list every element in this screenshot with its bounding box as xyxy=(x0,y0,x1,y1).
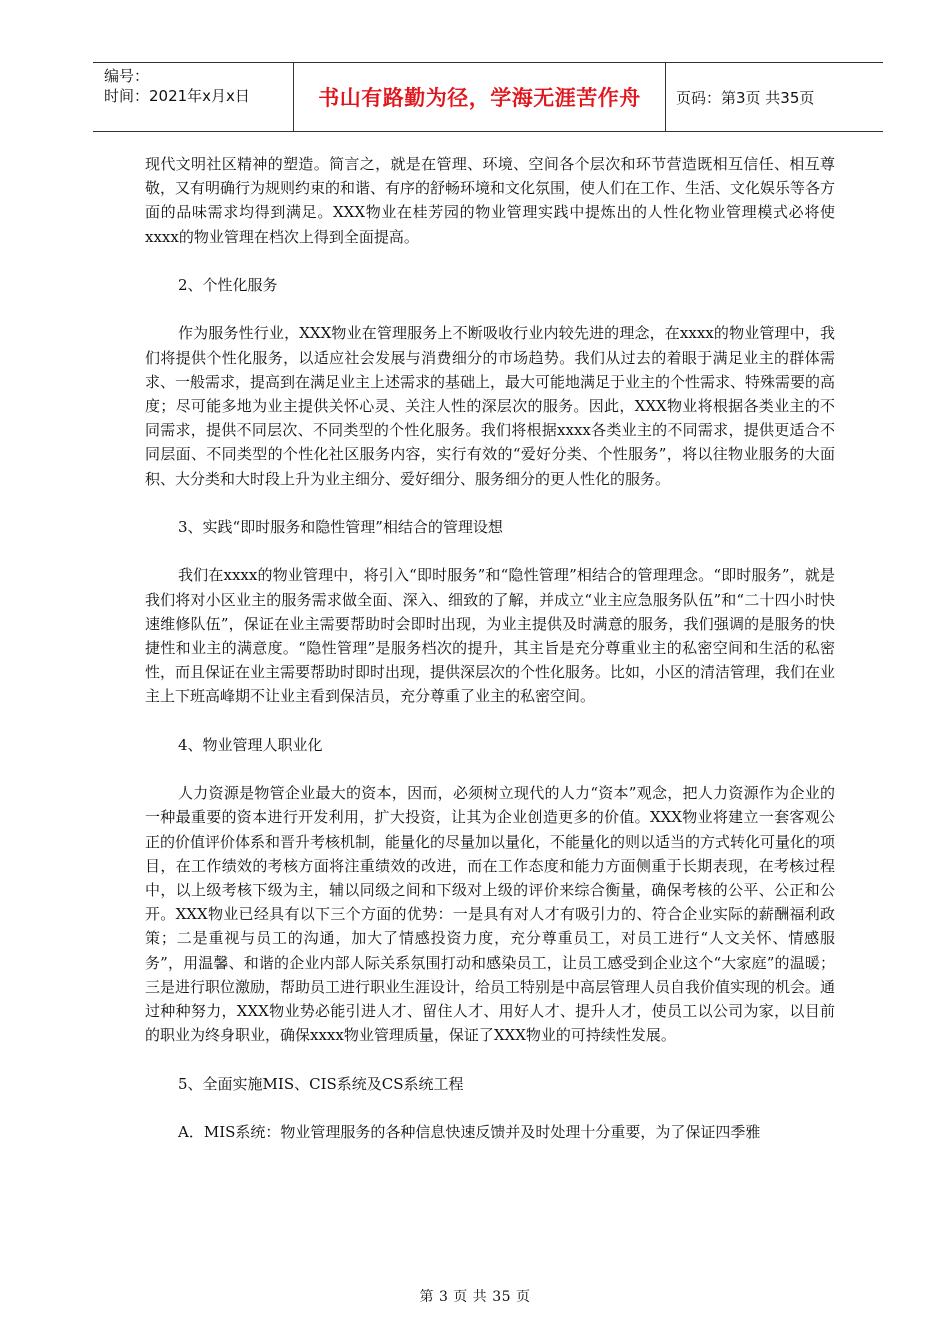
document-body xyxy=(145,152,835,1144)
section-heading-professionalization: 4、物业管理人职业化 xyxy=(178,735,323,754)
section-heading-instant-service: 3、实践“即时服务和隐性管理”相结合的管理设想 xyxy=(178,518,503,536)
paragraph-professionalization: 人力资源是物管企业最大的资本，因而，必须树立现代的人力“资本”观念，把人力资源作为企业的一种最重要的资本进行开发利用，扩大投资，让其为企业创造更多的价值。XXX物业将建立一套客观公正的价值评价体系和晋升考核机制，能量化的尽量加以量化，不能量化的则以适当的方式转化可量化的项目，在工作绩效的考核方面将注重绩效的改进，而在工作态度和能力方面侧重于长期表现，在考核过程中，以上级考核下级为主，辅以同级之间和下级对上级的评价来综合衡量，确保考核的公平、公正和公开。XXX物业已经具有以下三个方面的优势：一是具有对人才有吸引力的、符合企业实际的薪酬福利政策；二是重视与员工的沟通，加大了情感投资力度，充分尊重员工，对员工进行“人文关怀、情感服务”，用温馨、和谐的企业内部人际关系氛围打动和感染员工，让员工感受到企业这个“大家庭”的温暖；三是进行职位激励，帮助员工进行职业生涯设计，给员工特别是中高层管理人员自我价值实现的机会。通过种种努力，XXX物业势必能引进人才、留住人才、用好人才、提升人才，使员工以公司为家，以目前的职业为终身职业，确保xxxx物业管理质量，保证了XXX物业的可持续性发展。 xyxy=(145,784,836,1045)
section-heading-mis-cis-cs: 5、全面实施MIS、CIS系统及CS系统工程 xyxy=(178,1074,464,1093)
section-heading-personalized-service: 2、个性化服务 xyxy=(178,276,278,294)
paragraph-intro: 现代文明社区精神的塑造。简言之，就是在管理、环境、空间各个层次和环节营造既相互信任、相互尊敬，又有明确行为规则约束的和谐、有序的舒畅环境和文化氛围，使人们在工作、生活、文化娱乐等各方面的品味需求均得到满足。XXX物业在桂芳园的物业管理实践中提炼出的人性化物业管理模式必将使xxxx的物业管理在档次上得到全面提高。 xyxy=(145,155,836,246)
header-motto: 书山有路勤为径，学海无涯苦作舟 xyxy=(294,63,666,131)
footer-page-number: 第 3 页 共 35 页 xyxy=(419,1289,531,1305)
paragraph-mis-system: A．MIS系统：物业管理服务的各种信息快速反馈并及时处理十分重要，为了保证四季雅 xyxy=(178,1123,761,1141)
paragraph-instant-service: 我们在xxxx的物业管理中，将引入“即时服务”和“隐性管理”相结合的管理理念。“即时服务”，就是我们将对小区业主的服务需求做全面、深入、细致的了解，并成立“业主应急服务队伍”和“二十四小时快速维修队伍”，保证在业主需要帮助时会即时出现，为业主提供及时满意的服务，我们强调的是服务的快捷性和业主的满意度。“隐性管理”是服务档次的提升，其主旨是充分尊重业主的私密空间和生活的私密性，而且保证在业主需要帮助时即时出现，提供深层次的个性化服务。比如，小区的清洁管理，我们在业主上下班高峰期不让业主看到保洁员，充分尊重了业主的私密空间。 xyxy=(145,566,836,706)
paragraph-personalized-service: 作为服务性行业，XXX物业在管理服务上不断吸收行业内较先进的理念，在xxxx的物业管理中，我们将提供个性化服务，以适应社会发展与消费细分的市场趋势。我们从过去的着眼于满足业主的群体需求、一般需求，提高到在满足业主上述需求的基础上，最大可能地满足于业主的个性需求、特殊需要的高度；尽可能多地为业主提供关怀心灵、关注人性的深层次的服务。因此，XXX物业将根据各类业主的不同需求，提供不同层次、不同类型的个性化服务。我们将根据xxxx各类业主的不同需求，提供更适合不同层面、不同类型的个性化社区服务内容，实行有效的“爱好分类、个性服务”，将以往物业服务的大面积、大分类和大时段上升为业主细分、爱好细分、服务细分的更人性化的服务。 xyxy=(145,324,836,488)
page-header xyxy=(93,62,883,132)
page-footer xyxy=(0,1286,950,1306)
header-page-indicator: 页码：第3页 共35页 xyxy=(676,88,815,107)
document-time-label: 时间：2021年x月x日 xyxy=(104,87,250,105)
document-number-label: 编号： xyxy=(104,67,150,85)
header-meta-cell xyxy=(93,63,294,131)
